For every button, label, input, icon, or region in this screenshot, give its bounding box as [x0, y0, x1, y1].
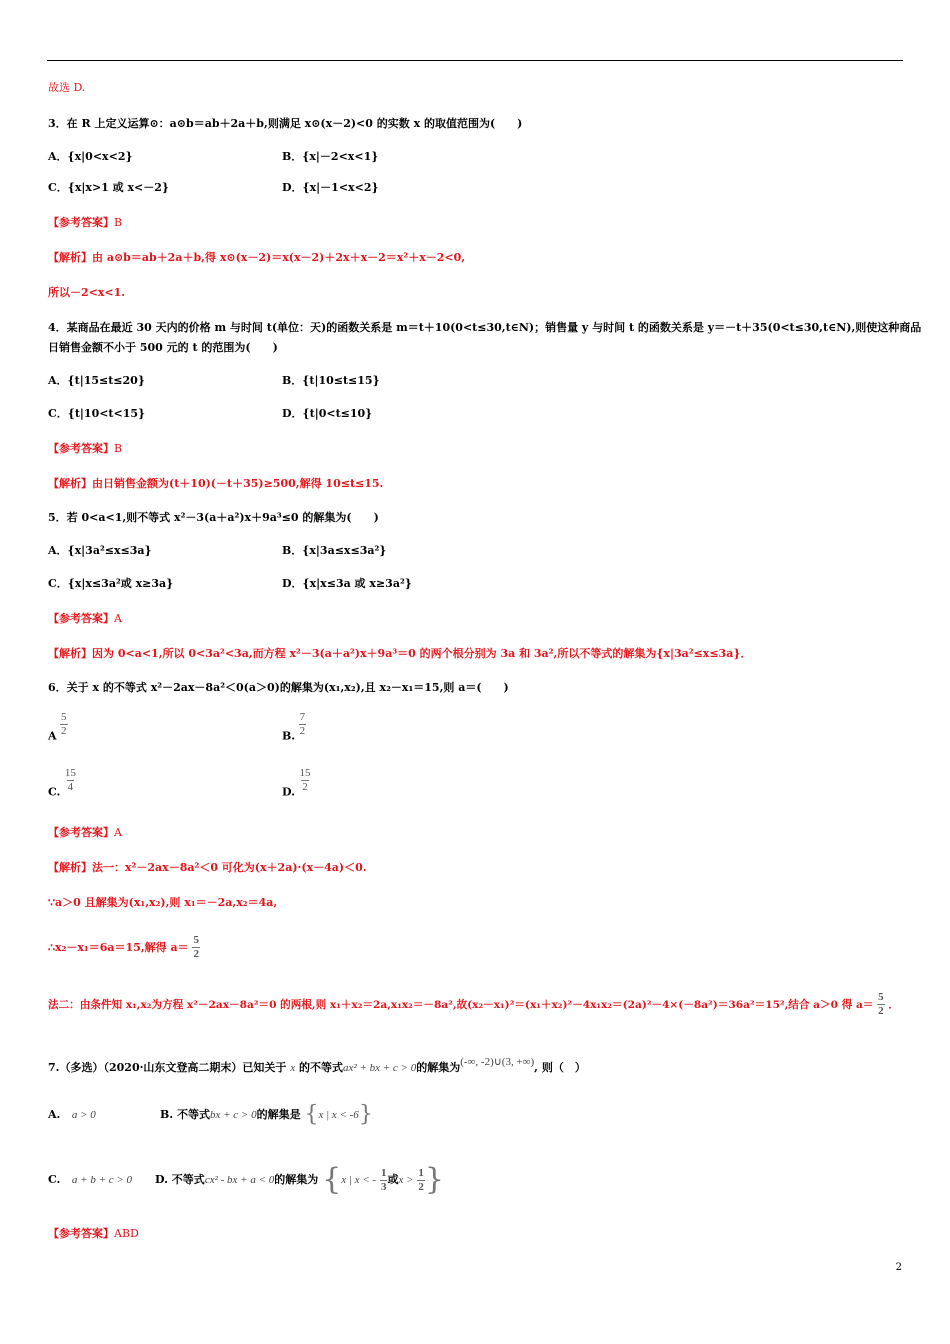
q5-option-c: C．{x|x≤3a²或 x≥3a} [48, 577, 174, 590]
q7-stem-end: , 则（ ） [534, 1061, 586, 1074]
q3-option-c: C．{x|x>1 或 x<－2} [48, 181, 169, 194]
q7-option-d-or: 或 [387, 1173, 399, 1186]
q6-option-d-fraction [298, 767, 311, 794]
q6-analysis-3 [48, 931, 200, 965]
q7-option-d-math: cx² - bx + a < 0 [204, 1174, 275, 1186]
fraction-numerator: 1 [418, 1166, 424, 1179]
q5-option-b: B．{x|3a≤x≤3a²} [282, 544, 387, 557]
brace-left: { [322, 1162, 342, 1197]
q7-option-d-set-b: x > [398, 1174, 414, 1186]
q6-analysis-4 [48, 988, 899, 1022]
q6-analysis-4-end: ． [888, 999, 899, 1011]
q7-option-d-fraction-2 [417, 1167, 425, 1194]
q7-stem [48, 1050, 586, 1080]
q6-analysis-3-fraction [192, 934, 200, 961]
q5-option-d: D．{x|x≤3a 或 x≥3a²} [282, 577, 412, 590]
fraction-numerator: 1 [380, 1166, 387, 1179]
q6-analysis-4-fraction [877, 991, 885, 1018]
brace-right: } [424, 1162, 444, 1197]
q3-analysis-2: 所以－2<x<1. [48, 286, 126, 299]
q7-option-d-label: D. 不等式 [155, 1173, 205, 1186]
q6-option-d-label: D. [282, 785, 295, 799]
fraction-numerator: 15 [64, 767, 76, 779]
q5-stem: 5．若 0<a<1,则不等式 x²－3(a＋a²)x＋9a³≤0 的解集为( ) [48, 511, 379, 524]
q7-answer-label: 【参考答案】 [48, 1227, 114, 1240]
page-number: 2 [895, 1262, 902, 1273]
q4-answer-label: 【参考答案】 [48, 442, 114, 455]
fraction-numerator: 15 [299, 767, 311, 779]
q6-analysis-1: 【解析】法一：x²－2ax－8a²＜0 可化为(x＋2a)·(x－4a)＜0. [48, 861, 367, 874]
q3-option-b: B．{x|－2<x<1} [282, 150, 379, 163]
q7-stem-mid: 的不等式 [299, 1061, 344, 1074]
fraction-numerator: 5 [193, 934, 199, 946]
q7-answer-value: ABD [114, 1227, 139, 1240]
q5-answer-value: A [114, 612, 122, 625]
q4-option-b: B．{t|10≤t≤15} [282, 374, 380, 387]
fraction-denominator: 2 [878, 1005, 884, 1017]
q7-option-b-set: x | x < -6 [318, 1109, 359, 1121]
q3-stem: 3．在 R 上定义运算⊙：a⊙b＝ab＋2a＋b,则满足 x⊙(x－2)<0 的实数 x 的取值范围为( ) [48, 117, 523, 130]
q4-option-d: D．{t|0<t≤10} [282, 407, 373, 420]
q7-option-c-math: a + b + c > 0 [71, 1174, 133, 1186]
q7-option-c-label: C. [48, 1173, 61, 1186]
q7-option-b [160, 1100, 373, 1130]
fraction-numerator: 5 [61, 711, 67, 723]
q7-option-b-mid: 的解集是 [256, 1108, 301, 1121]
q7-option-a-math: a > 0 [71, 1109, 96, 1121]
fraction-denominator: 4 [67, 781, 74, 793]
q7-stem-x: x [290, 1062, 296, 1074]
fraction-numerator: 7 [299, 711, 306, 723]
q7-stem-inequality: ax² + bx + c > 0 [343, 1062, 417, 1074]
q6-option-c [48, 767, 77, 801]
q7-option-a [48, 1100, 96, 1130]
q3-answer [48, 215, 122, 231]
q7-option-c [48, 1160, 132, 1200]
q3-option-d: D．{x|－1<x<2} [282, 181, 379, 194]
q7-option-d-mid: 的解集为 [274, 1173, 319, 1186]
q6-analysis-3-text: ∴x₂－x₁＝6a＝15,解得 a＝ [48, 941, 189, 954]
q7-option-d [155, 1160, 444, 1200]
q6-analysis-4-text: 法二：由条件知 x₁,x₂为方程 x²－2ax－8a²＝0 的两根,则 x₁＋x₂＝2a,x₁x₂＝－8a²,故(x₂－x₁)²＝(x₁＋x₂)²－4x₁x₂＝(2a)²－4×(－8a²)＝36a²＝15²,结合 a＞0 得 a＝ [48, 999, 874, 1011]
brace-left: { [304, 1102, 319, 1127]
q6-option-a [48, 711, 68, 745]
q5-analysis: 【解析】因为 0<a<1,所以 0<3a²<3a,而方程 x²－3(a＋a²)x＋9a³＝0 的两个根分别为 3a 和 3a²,所以不等式的解集为{x|3a²≤x≤3a}． [48, 647, 752, 660]
brace-right: } [358, 1102, 373, 1127]
q7-option-b-math: bx + c > 0 [209, 1109, 257, 1121]
q7-answer [48, 1226, 139, 1242]
q6-option-c-label: C. [48, 785, 61, 799]
fraction-denominator: 2 [193, 948, 199, 960]
q6-option-b [282, 711, 306, 745]
q3-answer-label: 【参考答案】 [48, 216, 114, 229]
fraction-denominator: 2 [302, 781, 308, 793]
q6-option-d [282, 767, 311, 801]
q4-stem-2: 日销售金额不小于 500 元的 t 的范围为( ) [48, 341, 278, 354]
q6-answer-label: 【参考答案】 [48, 826, 114, 839]
q6-option-a-fraction [60, 711, 68, 738]
q6-answer-value: A [114, 826, 122, 839]
q5-answer [48, 611, 122, 627]
q4-option-c: C．{t|10<t<15} [48, 407, 146, 420]
q5-option-a: A．{x|3a²≤x≤3a} [48, 544, 152, 557]
q4-analysis: 【解析】由日销售金额为(t＋10)(－t＋35)≥500,解得 10≤t≤15. [48, 477, 384, 490]
q4-answer [48, 441, 122, 457]
q5-answer-label: 【参考答案】 [48, 612, 114, 625]
q3-answer-value: B [114, 216, 123, 229]
q6-option-a-label: A [48, 729, 57, 743]
q7-option-a-label: A. [48, 1108, 61, 1121]
fraction-denominator: 2 [299, 725, 306, 737]
fraction-denominator: 2 [418, 1180, 424, 1193]
q4-answer-value: B [114, 442, 123, 455]
q6-option-b-fraction [299, 711, 307, 738]
header-rule [47, 60, 903, 61]
q6-option-c-fraction [64, 767, 77, 794]
q6-analysis-2: ∵a＞0 且解集为(x₁,x₂),则 x₁＝－2a,x₂＝4a, [48, 896, 278, 909]
q6-stem: 6．关于 x 的不等式 x²－2ax－8a²＜0(a＞0)的解集为(x₁,x₂),且 x₂－x₁＝15,则 a＝( ) [48, 681, 509, 694]
q7-option-d-set-a: x | x < - [341, 1174, 377, 1186]
fraction-denominator: 3 [380, 1180, 387, 1193]
q7-stem-mid2: 的解集为 [416, 1061, 461, 1074]
q3-option-a: A．{x|0<x<2} [48, 150, 133, 163]
q7-option-b-label: B. 不等式 [160, 1108, 210, 1121]
q4-stem-1: 4．某商品在最近 30 天内的价格 m 与时间 t(单位：天)的函数关系是 m＝t＋10(0<t≤30,t∈N)；销售量 y 与时间 t 的函数关系是 y＝－t＋35(0<t≤30,t∈N),则使这种商品 [48, 321, 922, 334]
q3-analysis-1: 【解析】由 a⊙b＝ab＋2a＋b,得 x⊙(x－2)＝x(x－2)＋2x＋x－2＝x²＋x－2<0, [48, 251, 466, 264]
q6-answer [48, 825, 122, 841]
prev-answer: 故选 D. [48, 81, 86, 94]
q4-option-a: A．{t|15≤t≤20} [48, 374, 145, 387]
q7-stem-set: (-∞, -2)∪(3, +∞) [460, 1056, 535, 1068]
fraction-denominator: 2 [61, 725, 67, 737]
q7-stem-prefix: 7.（多选）（2020·山东文登高二期末）已知关于 [48, 1061, 287, 1074]
q6-option-b-label: B. [282, 729, 296, 743]
fraction-numerator: 5 [878, 991, 884, 1003]
